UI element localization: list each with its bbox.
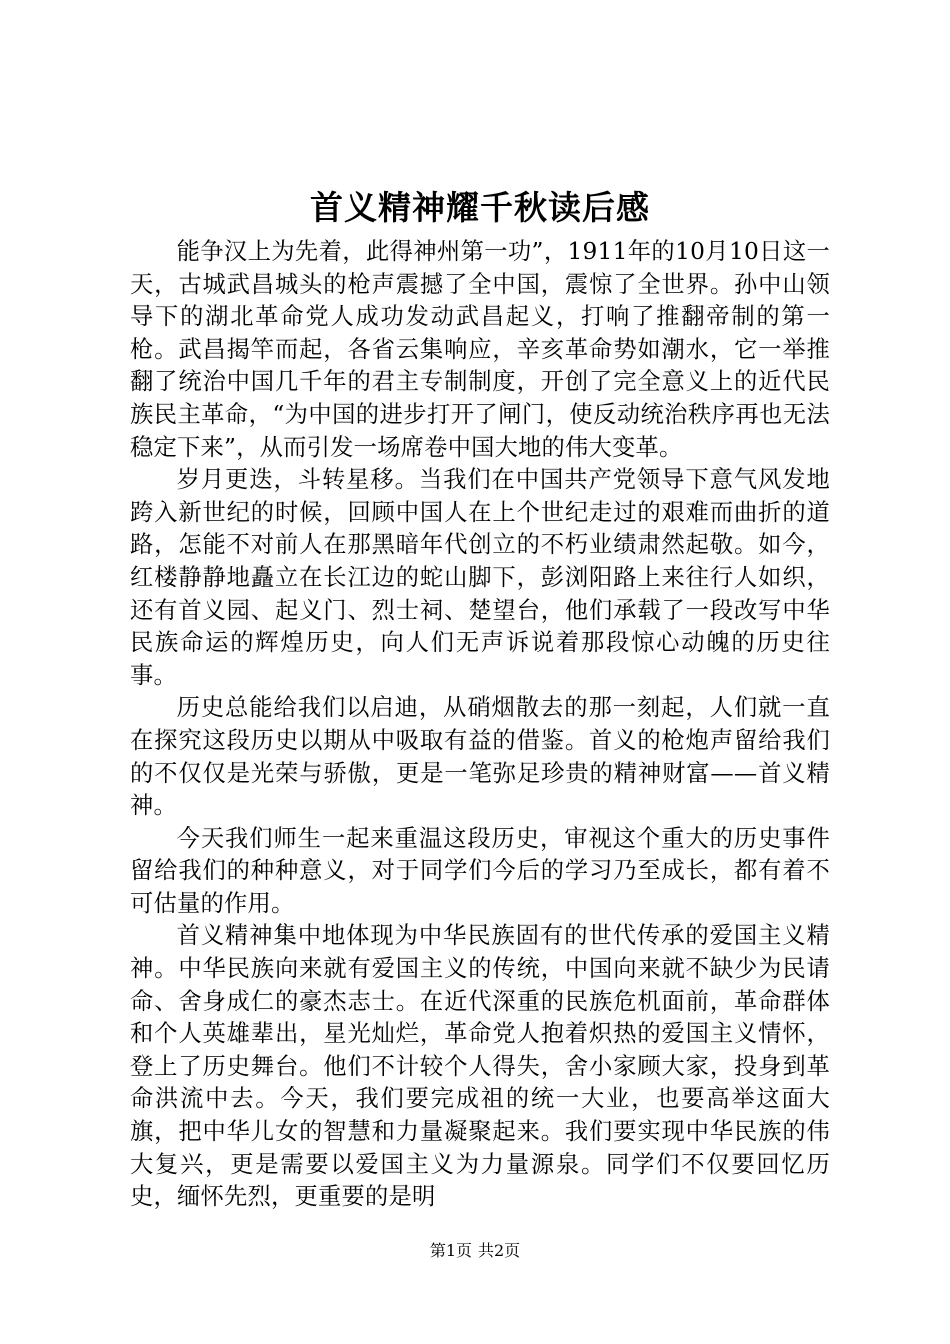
document-page xyxy=(130,0,830,1344)
paragraph-1: 能争汉上为先着，此得神州第一功”，1911年的10月10日这一天，古城武昌城头的枪声震撼了全中国，震惊了全世界。孙中山领导下的湖北革命党人成功发动武昌起义，打响了推翻帝制的第一枪。武昌揭竿而起，各省云集响应，辛亥革命势如潮水，它一举推翻了统治中国几千年的君主专制制度，开创了完全意义上的近代民族民主革命，“为中国的进步打开了闸门，使反动统治秩序再也无法稳定下来”，从而引发一场席卷中国大地的伟大变革。 xyxy=(130,238,830,461)
page-footer xyxy=(0,1240,950,1262)
paragraph-2: 岁月更迭，斗转星移。当我们在中国共产党领导下意气风发地跨入新世纪的时候，回顾中国人在上个世纪走过的艰难而曲折的道路，怎能不对前人在那黑暗年代创立的不朽业绩肃然起敬。如今，红楼静静地矗立在长江边的蛇山脚下，彭浏阳路上来往行人如织，还有首义园、起义门、烈士祠、楚望台，他们承载了一段改写中华民族命运的辉煌历史，向人们无声诉说着那段惊心动魄的历史往事。 xyxy=(130,466,830,689)
document-title: 首义精神耀千秋读后感 xyxy=(310,188,650,227)
paragraph-3: 历史总能给我们以启迪，从硝烟散去的那一刻起，人们就一直在探究这段历史以期从中吸取有益的借鉴。首义的枪炮声留给我们的不仅仅是光荣与骄傲，更是一笔弥足珍贵的精神财富——首义精神。 xyxy=(130,694,830,820)
page-number-current: 第1页 xyxy=(429,1241,472,1260)
paragraph-4: 今天我们师生一起来重温这段历史，审视这个重大的历史事件留给我们的种种意义，对于同学们今后的学习乃至成长，都有着不可估量的作用。 xyxy=(130,824,830,917)
paragraph-5: 首义精神集中地体现为中华民族固有的世代传承的爱国主义精神。中华民族向来就有爱国主义的传统，中国向来就不缺少为民请命、舍身成仁的豪杰志士。在近代深重的民族危机面前，革命群体和个人英雄辈出，星光灿烂，革命党人抱着炽热的爱国主义情怀，登上了历史舞台。他们不计较个人得失，舍小家顾大家，投身到革命洪流中去。今天，我们要完成祖的统一大业，也要高举这面大旗，把中华儿女的智慧和力量凝聚起来。我们要实现中华民族的伟大复兴，更是需要以爱国主义为力量源泉。同学们不仅要回忆历史，缅怀先烈，更重要的是明 xyxy=(130,922,830,1211)
document-body xyxy=(130,236,830,1214)
page-number-total: 共2页 xyxy=(478,1241,521,1260)
